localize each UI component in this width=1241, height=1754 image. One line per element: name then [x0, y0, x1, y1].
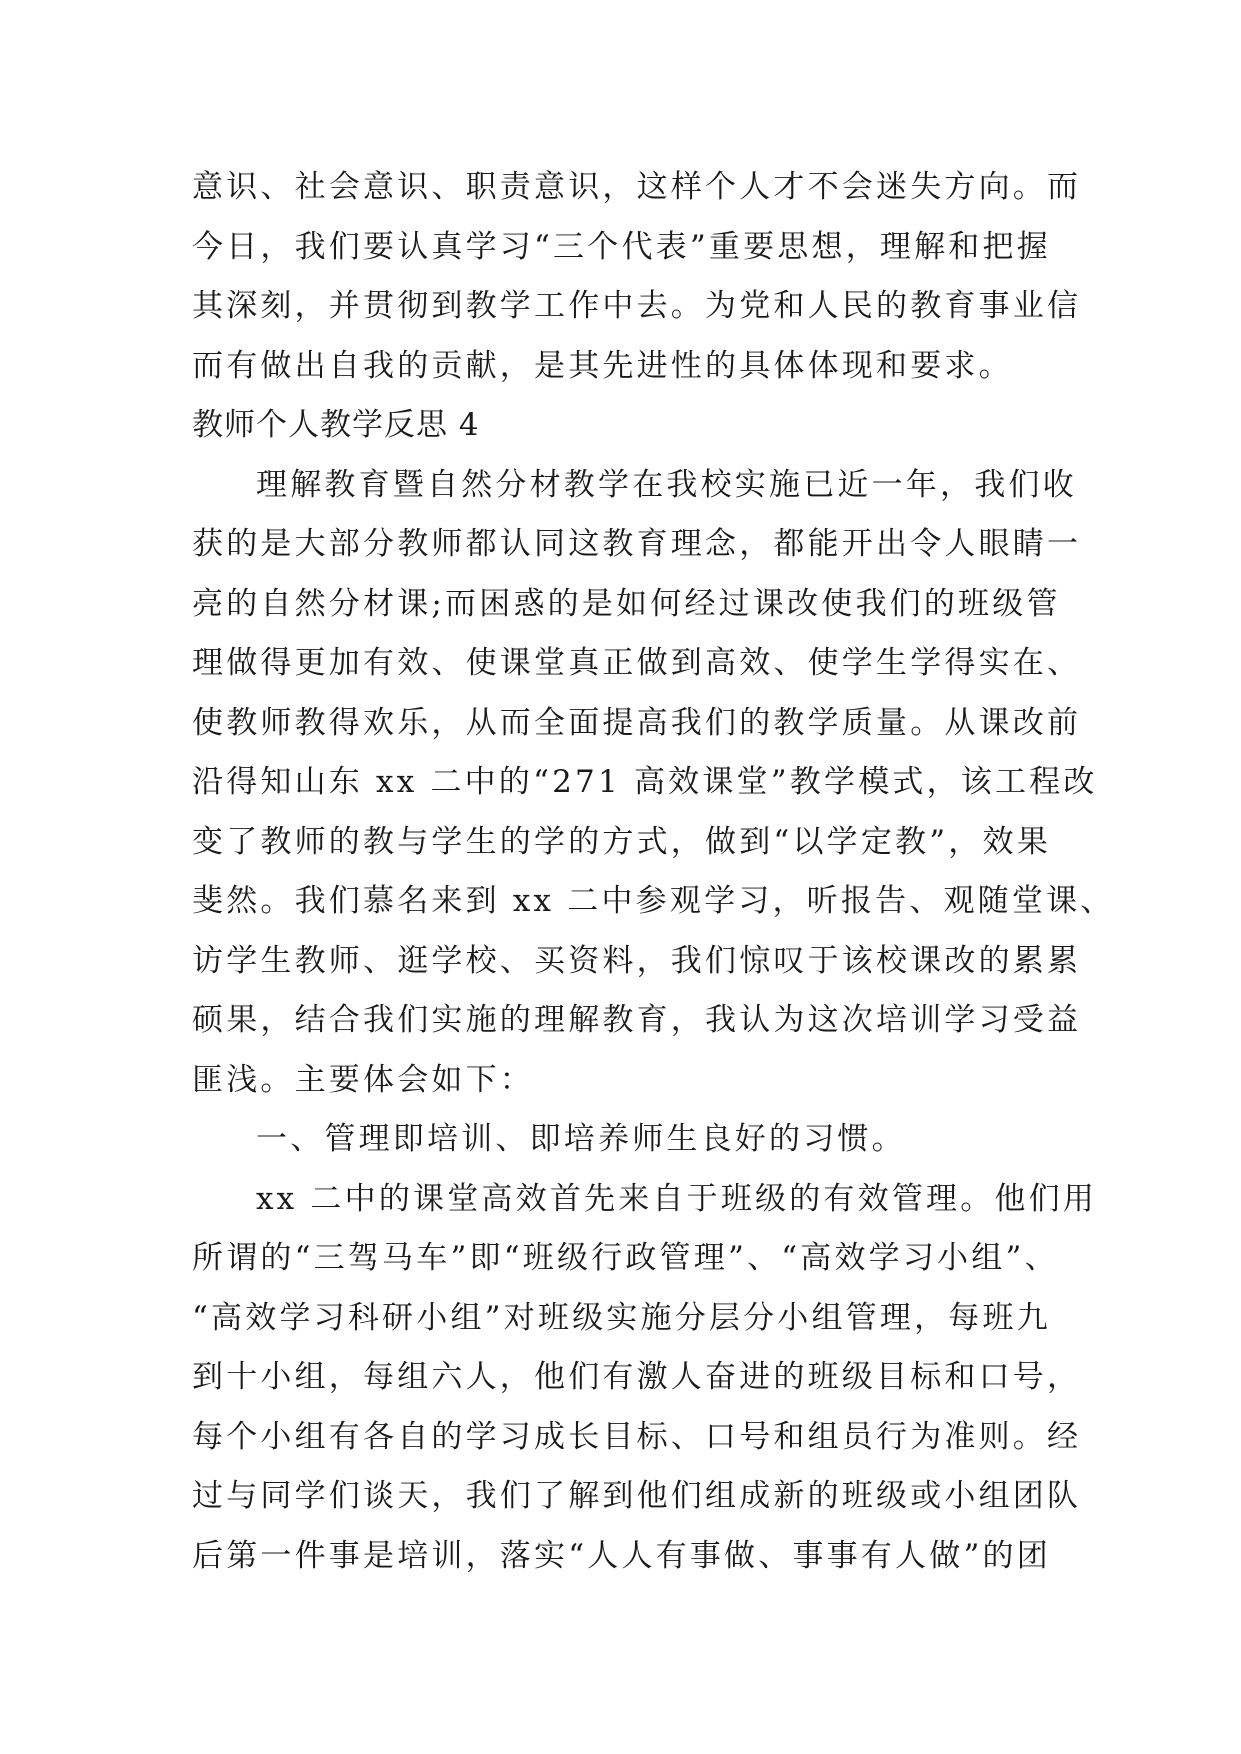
body-line: 沿得知山东 xx 二中的“271 高效课堂”教学模式，该工程改 [192, 764, 1098, 800]
body-line: 其深刻，并贯彻到教学工作中去。为党和人民的教育事业信 [192, 288, 1082, 324]
body-line: 今日，我们要认真学习“三个代表”重要思想，理解和把握 [192, 228, 1051, 265]
body-line: 意识、社会意识、职责意识，这样个人才不会迷失方向。而 [192, 169, 1082, 205]
body-line: 每个小组有各自的学习成长目标、口号和组员行为准则。经 [192, 1418, 1082, 1455]
paragraph-first-line: xx 二中的课堂高效首先来自于班级的有效管理。他们用 [256, 1180, 1098, 1217]
body-line: “高效学习科研小组”对班级实施分层分小组管理，每班九 [192, 1299, 1051, 1336]
body-line: 获的是大部分教师都认同这教育理念，都能开出令人眼睛一 [192, 526, 1082, 562]
body-line: 斐然。我们慕名来到 xx 二中参观学习，听报告、观随堂课、 [192, 883, 1115, 919]
body-line: 使教师教得欢乐，从而全面提高我们的教学质量。从课改前 [192, 704, 1082, 741]
section-heading: 教师个人教学反思 4 [192, 407, 480, 443]
paragraph-first-line: 理解教育暨自然分材教学在我校实施已近一年，我们收 [256, 466, 1077, 503]
body-line: 过与同学们谈天，我们了解到他们组成新的班级或小组团队 [192, 1478, 1082, 1514]
body-line: 理做得更加有效、使课堂真正做到高效、使学生学得实在、 [192, 645, 1082, 681]
body-line: 硕果，结合我们实施的理解教育，我认为这次培训学习受益 [192, 1002, 1082, 1038]
body-line: 到十小组，每组六人，他们有激人奋进的班级目标和口号， [192, 1359, 1082, 1395]
body-line: 后第一件事是培训，落实“人人有事做、事事有人做”的团 [192, 1537, 1051, 1574]
body-line: 访学生教师、逛学校、买资料，我们惊叹于该校课改的累累 [192, 942, 1082, 979]
body-line: 所谓的“三驾马车”即“班级行政管理”、“高效学习小组”、 [192, 1240, 1059, 1276]
body-line: 匪浅。主要体会如下： [192, 1061, 534, 1098]
body-line: 而有做出自我的贡献，是其先进性的具体体现和要求。 [192, 347, 1013, 384]
body-line: 亮的自然分材课;而困惑的是如何经过课改使我们的班级管 [192, 585, 1061, 622]
body-line: 变了教师的教与学生的学的方式，做到“以学定教”，效果 [192, 823, 1051, 860]
document-body [192, 158, 1115, 1586]
subsection-heading: 一、管理即培训、即培养师生良好的习惯。 [256, 1121, 906, 1157]
